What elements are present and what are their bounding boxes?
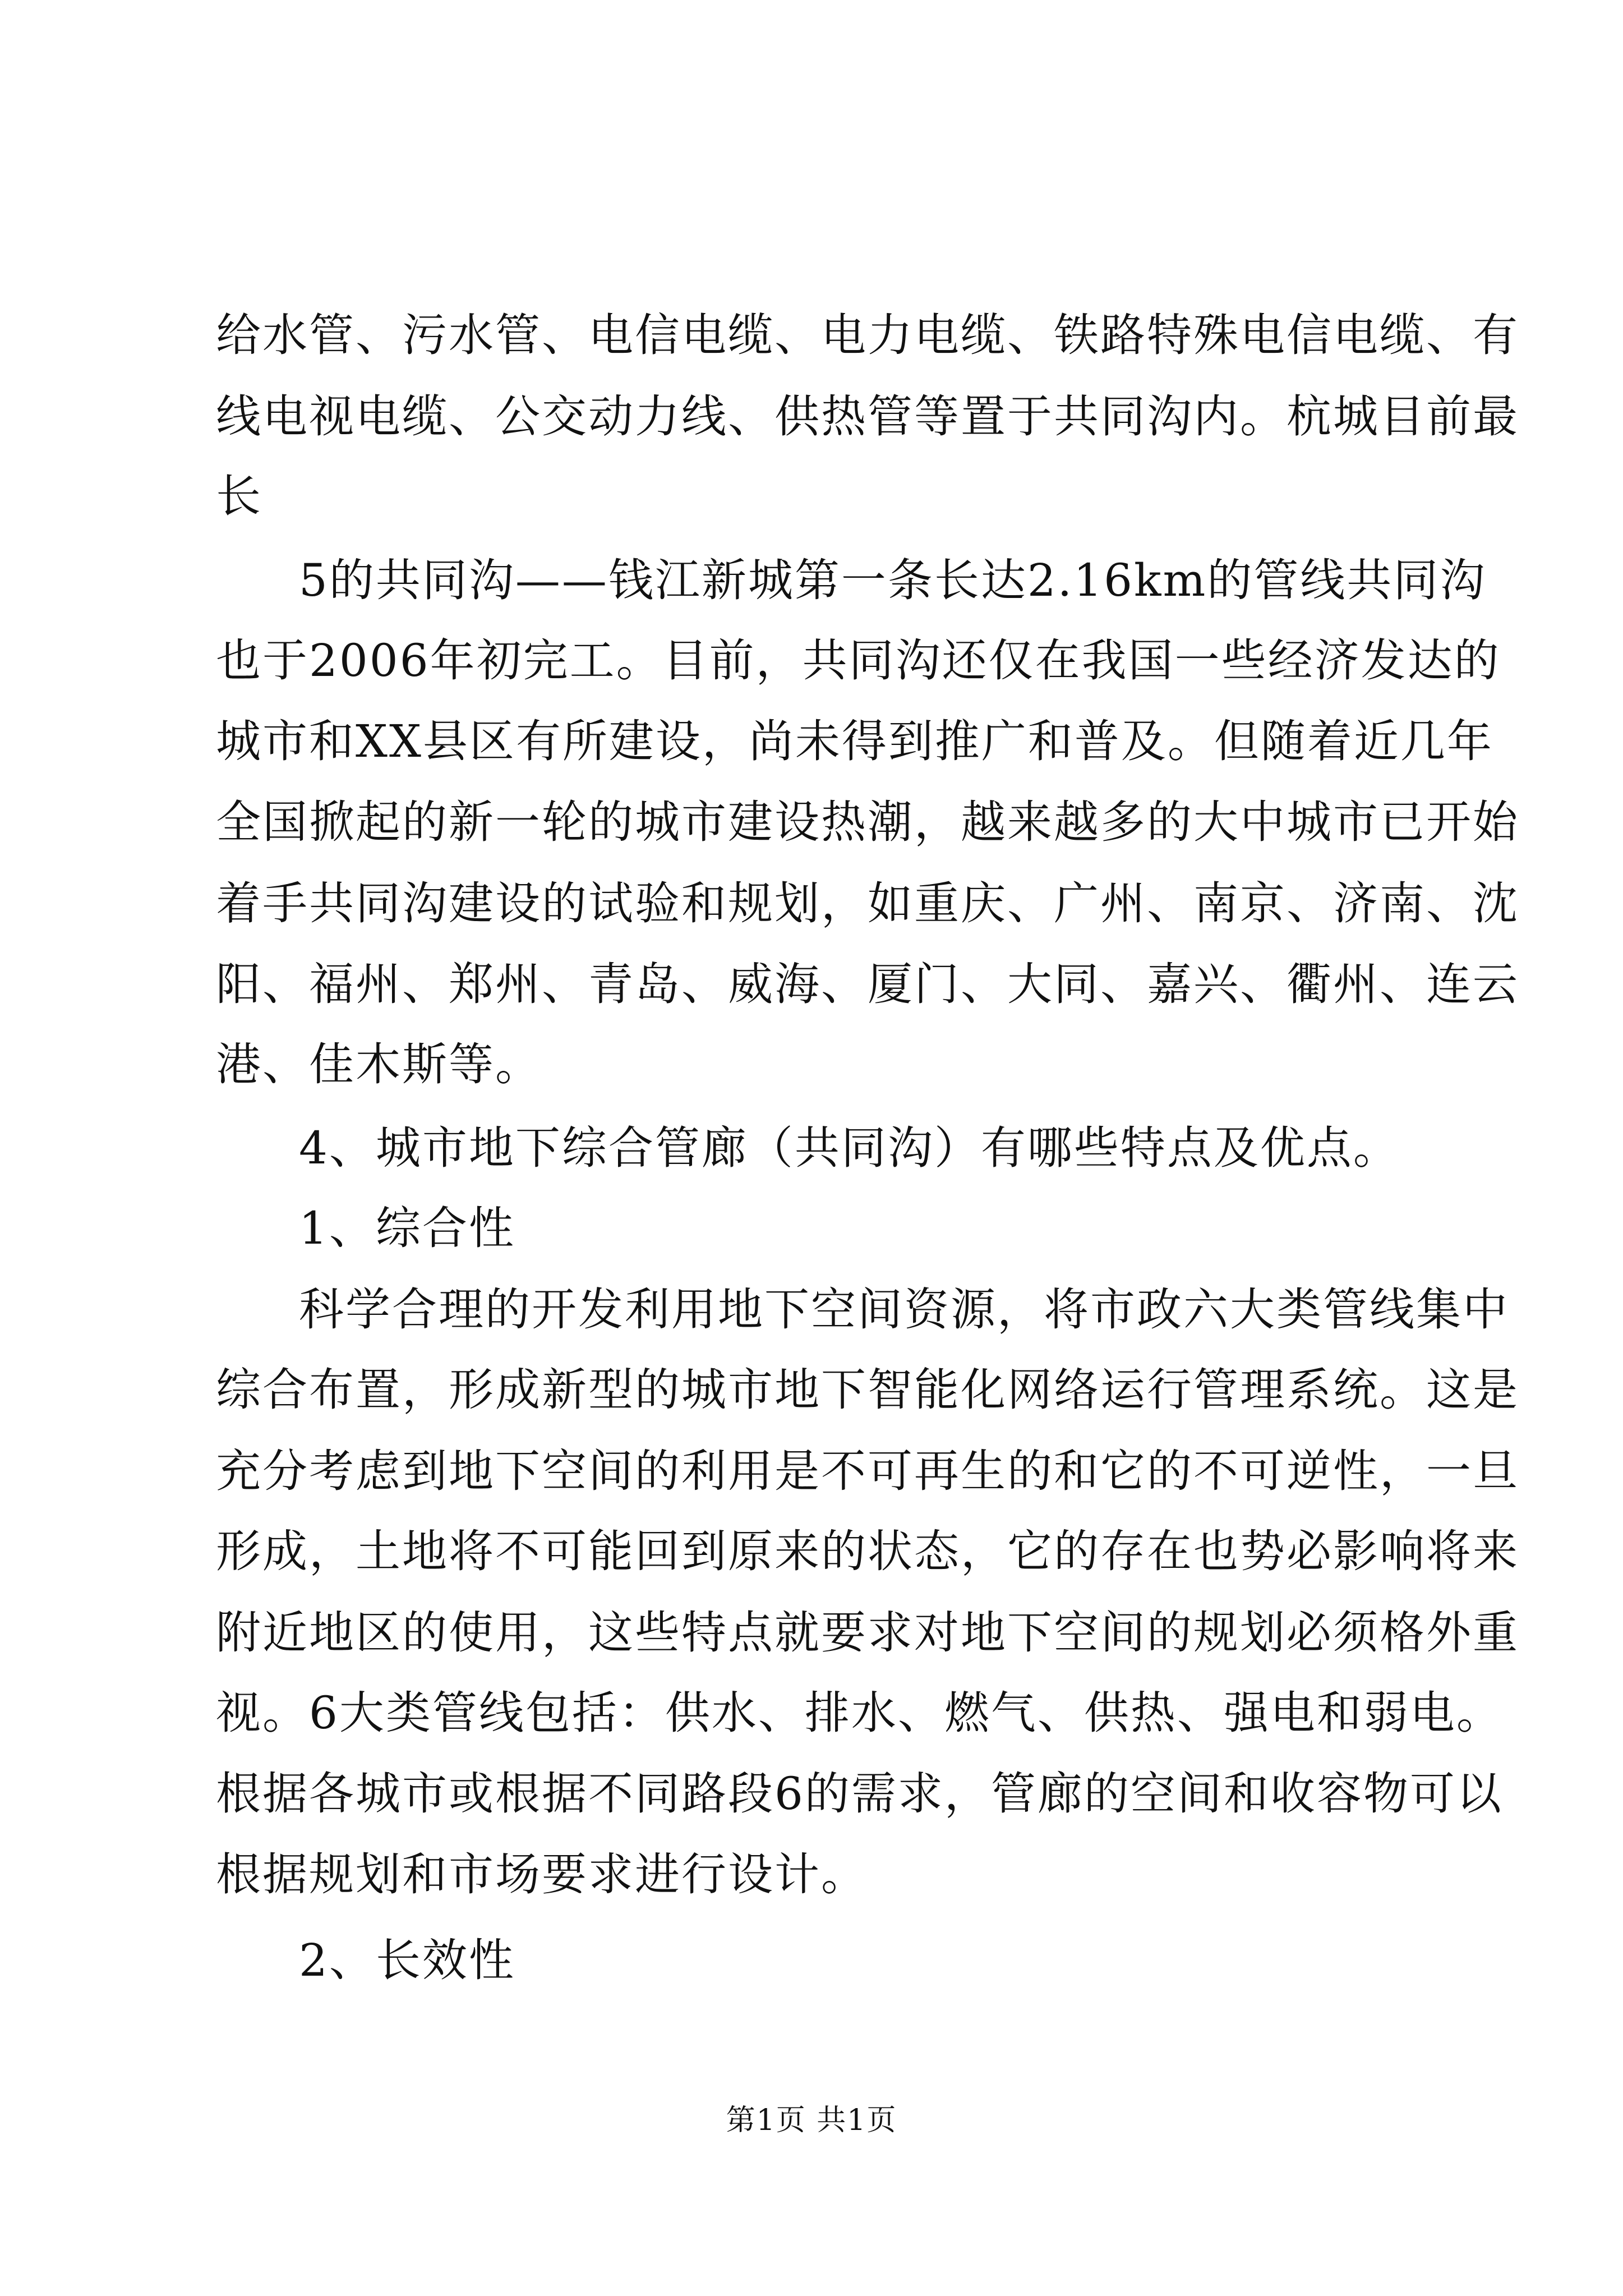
text-line: 视。6大类管线包括：供水、排水、燃气、供热、强电和弱电。 bbox=[216, 1687, 1503, 1739]
text-line: 长 bbox=[216, 470, 262, 522]
text-line: 根据各城市或根据不同路段6的需求，管廊的空间和收容物可以 bbox=[216, 1768, 1503, 1820]
text-line: 科学合理的开发利用地下空间资源，将市政六大类管线集中 bbox=[299, 1283, 1509, 1336]
section-heading: 4、城市地下综合管廊（共同沟）有哪些特点及优点。 bbox=[299, 1122, 1400, 1174]
text-line: 附近地区的使用，这些特点就要求对地下空间的规划必须格外重 bbox=[216, 1607, 1519, 1659]
page-footer: 第1页 共1页 bbox=[726, 2104, 897, 2137]
text-line: 港、佳木斯等。 bbox=[216, 1038, 542, 1091]
text-line: 形成，土地将不可能回到原来的状态，它的存在也势必影响将来 bbox=[216, 1525, 1519, 1577]
subsection-heading: 2、长效性 bbox=[299, 1934, 515, 1986]
text-line: 综合布置，形成新型的城市地下智能化网络运行管理系统。这是 bbox=[216, 1364, 1519, 1416]
text-line: 城市和XX县区有所建设，尚未得到推广和普及。但随着近几年 bbox=[216, 715, 1493, 767]
text-line: 充分考虑到地下空间的利用是不可再生的和它的不可逆性，一旦 bbox=[216, 1445, 1519, 1497]
text-line: 全国掀起的新一轮的城市建设热潮，越来越多的大中城市已开始 bbox=[216, 796, 1519, 848]
text-line: 阳、福州、郑州、青岛、威海、厦门、大同、嘉兴、衢州、连云 bbox=[216, 958, 1519, 1010]
text-line: 根据规划和市场要求进行设计。 bbox=[216, 1848, 868, 1901]
text-line: 线电视电缆、公交动力线、供热管等置于共同沟内。杭城目前最 bbox=[216, 390, 1519, 443]
text-line: 也于2006年初完工。目前，共同沟还仅在我国一些经济发达的 bbox=[216, 634, 1501, 687]
subsection-heading: 1、综合性 bbox=[299, 1202, 515, 1254]
text-line: 5的共同沟——钱江新城第一条长达2.16km的管线共同沟 bbox=[299, 554, 1487, 606]
text-line: 给水管、污水管、电信电缆、电力电缆、铁路特殊电信电缆、有 bbox=[216, 309, 1519, 361]
text-line: 着手共同沟建设的试验和规划，如重庆、广州、南京、济南、沈 bbox=[216, 877, 1519, 930]
